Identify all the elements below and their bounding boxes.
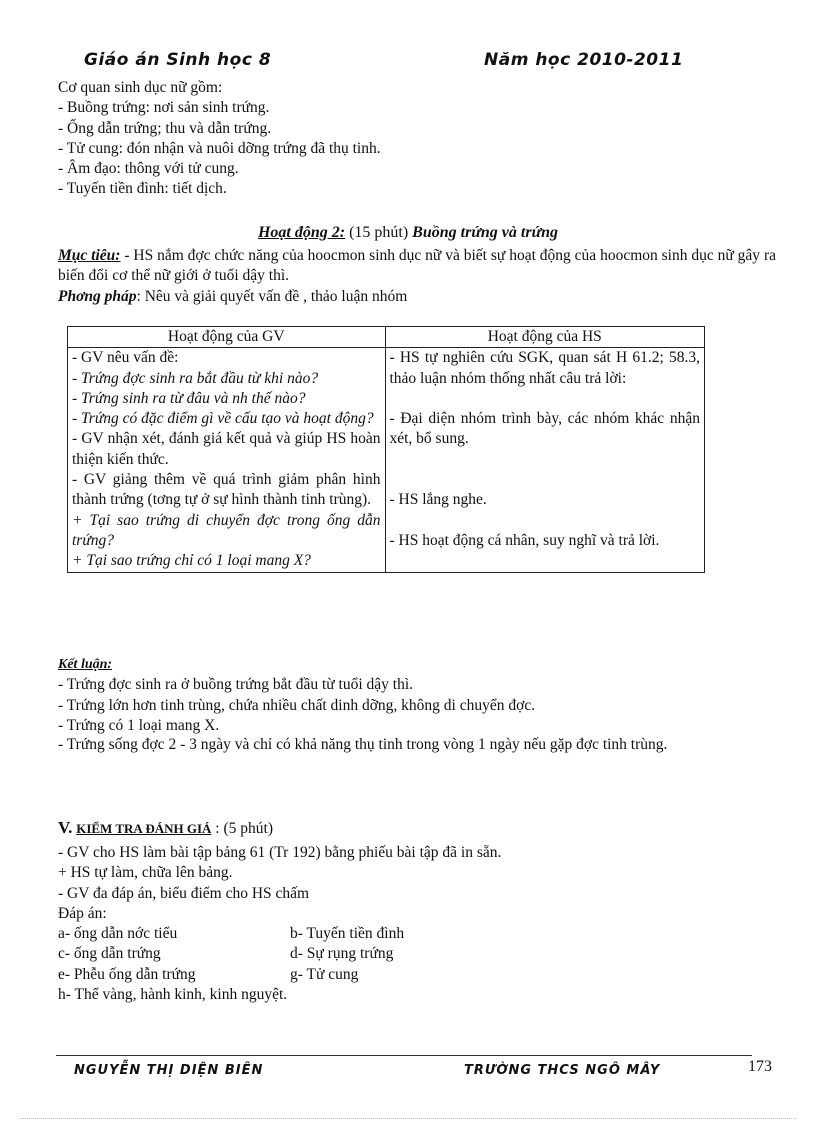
- header-subject: Giáo án Sinh học 8: [84, 50, 272, 70]
- section-numeral: V.: [58, 818, 73, 837]
- header-school-year: Năm học 2010-2011: [484, 50, 684, 70]
- intro-line: Cơ quan sinh dục nữ gồm:: [58, 79, 223, 96]
- gv-item: - GV giảng thêm về quá trình giảm phân hình thành trứng (tơng tự ở sự hình thành tinh trùng).: [72, 471, 381, 509]
- answer-row: [58, 985, 287, 1005]
- section-title: KIỂM TRA ĐÁNH GIÁ: [76, 821, 212, 836]
- conclusion-label: Kết luận:: [58, 657, 113, 672]
- objective-label: Mục tiêu:: [58, 247, 121, 264]
- hs-item: - HS tự nghiên cứu SGK, quan sát H 61.2; 58.3, thảo luận nhóm thống nhất câu trả lời:: [389, 349, 700, 387]
- gv-question: + Tại sao trứng di chuyển đợc trong ống dẫn trứng?: [72, 511, 381, 549]
- hs-item: - Đại diện nhóm trình bày, các nhóm khác nhận xét, bổ sung.: [389, 410, 700, 448]
- method-label: Phơng pháp: [58, 288, 137, 305]
- intro-line: - Ống dẫn trứng; thu và dẫn trứng.: [58, 119, 272, 137]
- conclusion-line: - Trứng sống đợc 2 - 3 ngày và chỉ có khả năng thụ tinh trong vòng 1 ngày nếu gặp đợc tinh trùng.: [58, 736, 668, 753]
- method-paragraph: [58, 287, 776, 307]
- objective-text: - HS nắm đợc chức năng của hoocmon sinh dục nữ và biết sự hoạt động của hoocmon sinh dục nữ gây ra biến đổi cơ thể nữ giới ở tuổi dậy thì.: [58, 247, 776, 285]
- answer-item: d- Sự rụng trứng: [290, 945, 394, 963]
- section-time: : (5 phút): [215, 820, 273, 837]
- intro-line: - Tử cung: đón nhận và nuôi dỡng trứng đã thụ tinh.: [58, 139, 381, 157]
- hs-item: - HS hoạt động cá nhân, suy nghĩ và trả lời.: [389, 531, 660, 549]
- hs-item: - HS lắng nghe.: [389, 491, 487, 509]
- section-heading: [58, 818, 273, 838]
- intro-block: [58, 78, 778, 200]
- answer-item: h- Thể vàng, hành kinh, kinh nguyệt.: [58, 985, 288, 1003]
- page-number: 173: [748, 1058, 772, 1075]
- answer-row: [58, 924, 405, 944]
- answer-row: [58, 944, 394, 964]
- hs-activities-cell: [385, 348, 705, 572]
- activity-time: (15 phút): [349, 224, 409, 241]
- page-edge-dots: [20, 1118, 796, 1119]
- conclusion-line: - Trứng có 1 loại mang X.: [58, 716, 220, 734]
- conclusion-block: [58, 654, 778, 736]
- footer-school: TRƯỜNG THCS NGÔ MÂY: [464, 1063, 661, 1078]
- gv-item: - GV nêu vấn đề:: [72, 349, 179, 367]
- activity-label: Hoạt động 2:: [257, 224, 346, 241]
- assessment-line: + HS tự làm, chữa lên bảng.: [58, 864, 233, 882]
- gv-question: - Trứng có đặc điểm gì về cấu tạo và hoạt động?: [72, 410, 374, 428]
- answer-item: b- Tuyến tiền đình: [290, 925, 405, 942]
- answer-item: g- Tử cung: [290, 965, 359, 983]
- activity-name: Buồng trứng và trứng: [412, 224, 559, 241]
- gv-question: - Trứng đợc sinh ra bắt đầu từ khi nào?: [72, 369, 319, 387]
- answer-list: [58, 924, 405, 1005]
- method-text: : Nêu và giải quyết vấn đề , thảo luận nhóm: [136, 288, 408, 305]
- footer-author: NGUYỄN THỊ DIỆN BIÊN: [74, 1063, 264, 1078]
- gv-question: + Tại sao trứng chỉ có 1 loại mang X?: [72, 552, 311, 570]
- column-header-hs: Hoạt động của HS: [385, 327, 705, 348]
- assessment-block: [58, 843, 778, 924]
- conclusion-line: - Trứng đợc sinh ra ở buồng trứng bắt đầu từ tuổi dậy thì.: [58, 676, 414, 694]
- intro-line: - Tuyến tiền đình: tiết dịch.: [58, 180, 227, 198]
- intro-line: - Buồng trứng: nơi sản sinh trứng.: [58, 99, 270, 117]
- intro-line: - Âm đạo: thông với tử cung.: [58, 160, 239, 178]
- assessment-line: Đáp án:: [58, 904, 107, 922]
- activity-table: [67, 326, 705, 573]
- objective-paragraph: [58, 246, 776, 287]
- answer-row: [58, 965, 359, 985]
- activity-heading: [0, 224, 816, 242]
- conclusion-line: - Trứng lớn hơn tinh trùng, chứa nhiều chất dinh dỡng, không di chuyển đợc.: [58, 696, 536, 714]
- answer-item: c- ống dẫn trứng: [58, 945, 161, 963]
- footer-divider: [56, 1055, 752, 1056]
- answer-item: e- Phễu ống dẫn trứng: [58, 965, 196, 983]
- assessment-line: - GV cho HS làm bài tập bảng 61 (Tr 192) bằng phiếu bài tập đã in sẵn.: [58, 844, 502, 861]
- gv-activities-cell: [68, 348, 386, 572]
- column-header-gv: Hoạt động của GV: [68, 327, 386, 348]
- assessment-line: - GV đa đáp án, biểu điểm cho HS chấm: [58, 884, 310, 902]
- gv-item: - GV nhận xét, đánh giá kết quả và giúp HS hoàn thiện kiến thức.: [72, 430, 381, 468]
- answer-item: a- ống dẫn nớc tiểu: [58, 925, 178, 942]
- gv-question: - Trứng sinh ra từ đâu và nh thế nào?: [72, 389, 306, 407]
